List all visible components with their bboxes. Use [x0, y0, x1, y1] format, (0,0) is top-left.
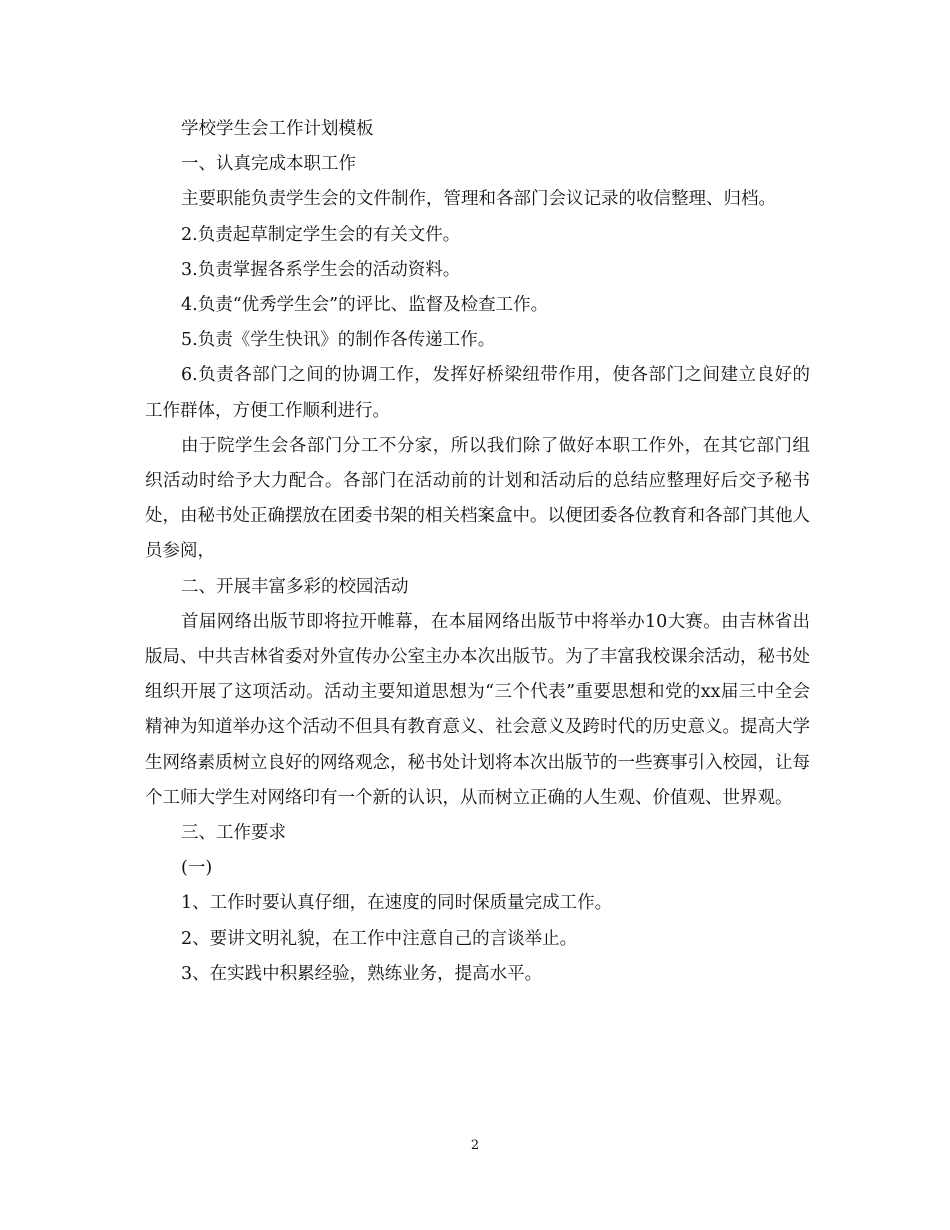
list-item: 2、要讲文明礼貌，在工作中注意自己的言谈举止。 [181, 928, 578, 949]
section-heading-1: 一、认真完成本职工作 [181, 154, 356, 175]
list-item: 4.负责“优秀学生会”的评比、监督及检查工作。 [181, 295, 549, 316]
list-item: 3、在实践中积累经验，熟练业务，提高水平。 [181, 963, 543, 984]
section-heading-3: 三、工作要求 [181, 823, 286, 844]
paragraph: 由于院学生会各部门分工不分家，所以我们除了做好本职工作外，在其它部门组织活动时给予大力配合。各部门在活动前的计划和活动后的总结应整理好后交予秘书处，由秘书处正确摆放在团委书架的相关档案盒中。以便团委各位教育和各部门其他人员参阅， [145, 435, 810, 562]
list-item: 3.负责掌握各系学生会的活动资料。 [181, 259, 461, 280]
subsection-heading: (一) [181, 858, 213, 879]
list-item: 6.负责各部门之间的协调工作，发挥好桥梁纽带作用，使各部门之间建立良好的工作群体，方便工作顺利进行。 [145, 365, 810, 421]
list-item: 2.负责起草制定学生会的有关文件。 [181, 224, 461, 245]
document-title: 学校学生会工作计划模板 [181, 119, 374, 139]
paragraph: 首届网络出版节即将拉开帷幕，在本届网络出版节中将举办10大赛。由吉林省出版局、中共吉林省委对外宣传办公室主办本次出版节。为了丰富我校课余活动，秘书处组织开展了这项活动。活动主要知道思想为“三个代表”重要思想和党的xx届三中全会精神为知道举办这个活动不但具有教育意义、社会意义及跨时代的历史意义。提高大学生网络素质树立良好的网络观念，秘书处计划将本次出版节的一些赛事引入校园，让每个工师大学生对网络印有一个新的认识，从而树立正确的人生观、价值观、世界观。 [145, 611, 810, 808]
paragraph: 主要职能负责学生会的文件制作，管理和各部门会议记录的收信整理、归档。 [181, 189, 776, 210]
page-number: 2 [470, 1138, 480, 1153]
list-item: 5.负责《学生快讯》的制作各传递工作。 [181, 330, 496, 351]
document-body [145, 112, 810, 992]
section-heading-2: 二、开展丰富多彩的校园活动 [181, 576, 409, 597]
list-item: 1、工作时要认真仔细，在速度的同时保质量完成工作。 [181, 893, 613, 914]
